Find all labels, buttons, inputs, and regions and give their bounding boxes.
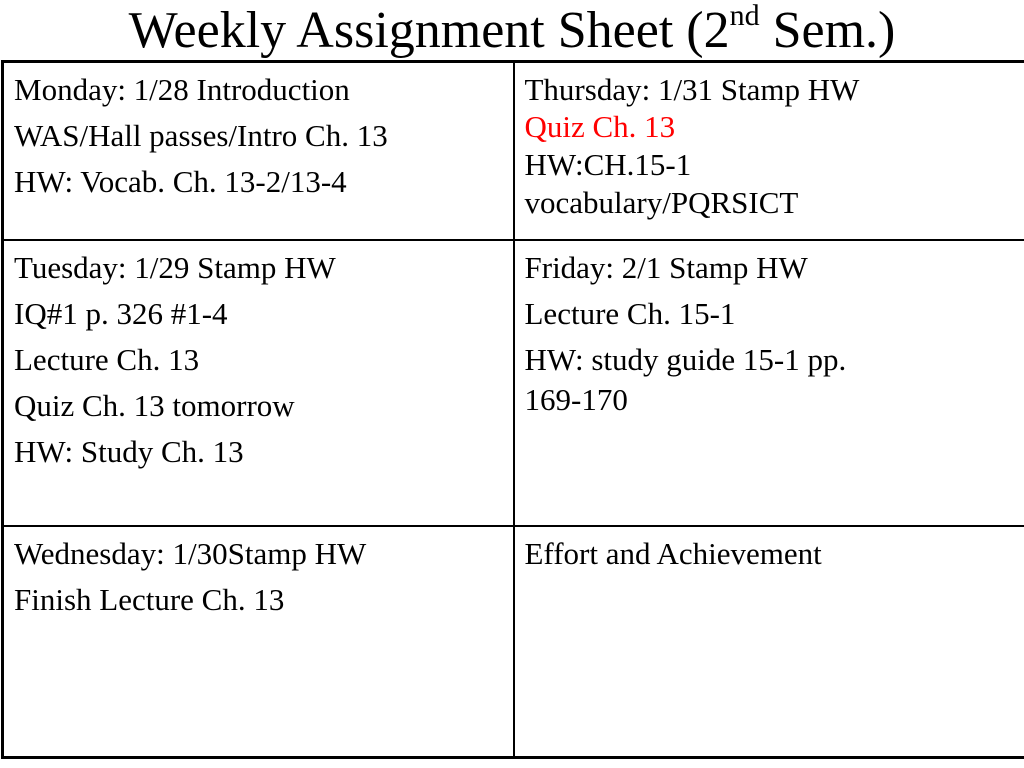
- cell-tuesday: [3, 240, 514, 526]
- friday-line-1: Friday: 2/1 Stamp HW: [524, 249, 808, 285]
- title-superscript: nd: [729, 0, 760, 32]
- table-row: [3, 240, 1024, 526]
- tuesday-line-5: HW: Study Ch. 13: [14, 433, 244, 469]
- cell-friday: [514, 240, 1024, 526]
- tuesday-line-4: Quiz Ch. 13 tomorrow: [14, 387, 295, 423]
- cell-thursday: [514, 62, 1024, 240]
- cell-effort: [514, 526, 1024, 758]
- thursday-line-3: HW:CH.15-1: [524, 147, 692, 182]
- cell-monday: [3, 62, 514, 240]
- table-row: [3, 62, 1024, 240]
- wednesday-line-2: Finish Lecture Ch. 13: [14, 581, 285, 617]
- title-suffix: Sem.): [759, 2, 896, 59]
- monday-line-1: Monday: 1/28 Introduction: [14, 72, 350, 107]
- monday-line-2: WAS/Hall passes/Intro Ch. 13: [14, 118, 388, 153]
- thursday-line-1: Thursday: 1/31 Stamp HW: [524, 72, 860, 107]
- friday-line-4: 169-170: [524, 381, 628, 417]
- table-row: [3, 526, 1024, 758]
- friday-line-2: Lecture Ch. 15-1: [524, 295, 736, 331]
- assignment-table: [1, 60, 1024, 759]
- tuesday-line-2: IQ#1 p. 326 #1-4: [14, 295, 228, 331]
- thursday-quiz-line: Quiz Ch. 13: [524, 109, 676, 144]
- wednesday-line-1: Wednesday: 1/30Stamp HW: [14, 535, 367, 571]
- title-prefix: Weekly Assignment Sheet (2: [128, 2, 730, 59]
- effort-label: Effort and Achievement: [524, 535, 822, 571]
- friday-line-3: HW: study guide 15-1 pp.: [524, 341, 847, 377]
- tuesday-line-1: Tuesday: 1/29 Stamp HW: [14, 249, 336, 285]
- monday-line-3: HW: Vocab. Ch. 13-2/13-4: [14, 164, 347, 199]
- cell-wednesday: [3, 526, 514, 758]
- thursday-line-4: vocabulary/PQRSICT: [524, 185, 799, 220]
- page-title: [0, 0, 1024, 62]
- tuesday-line-3: Lecture Ch. 13: [14, 341, 200, 377]
